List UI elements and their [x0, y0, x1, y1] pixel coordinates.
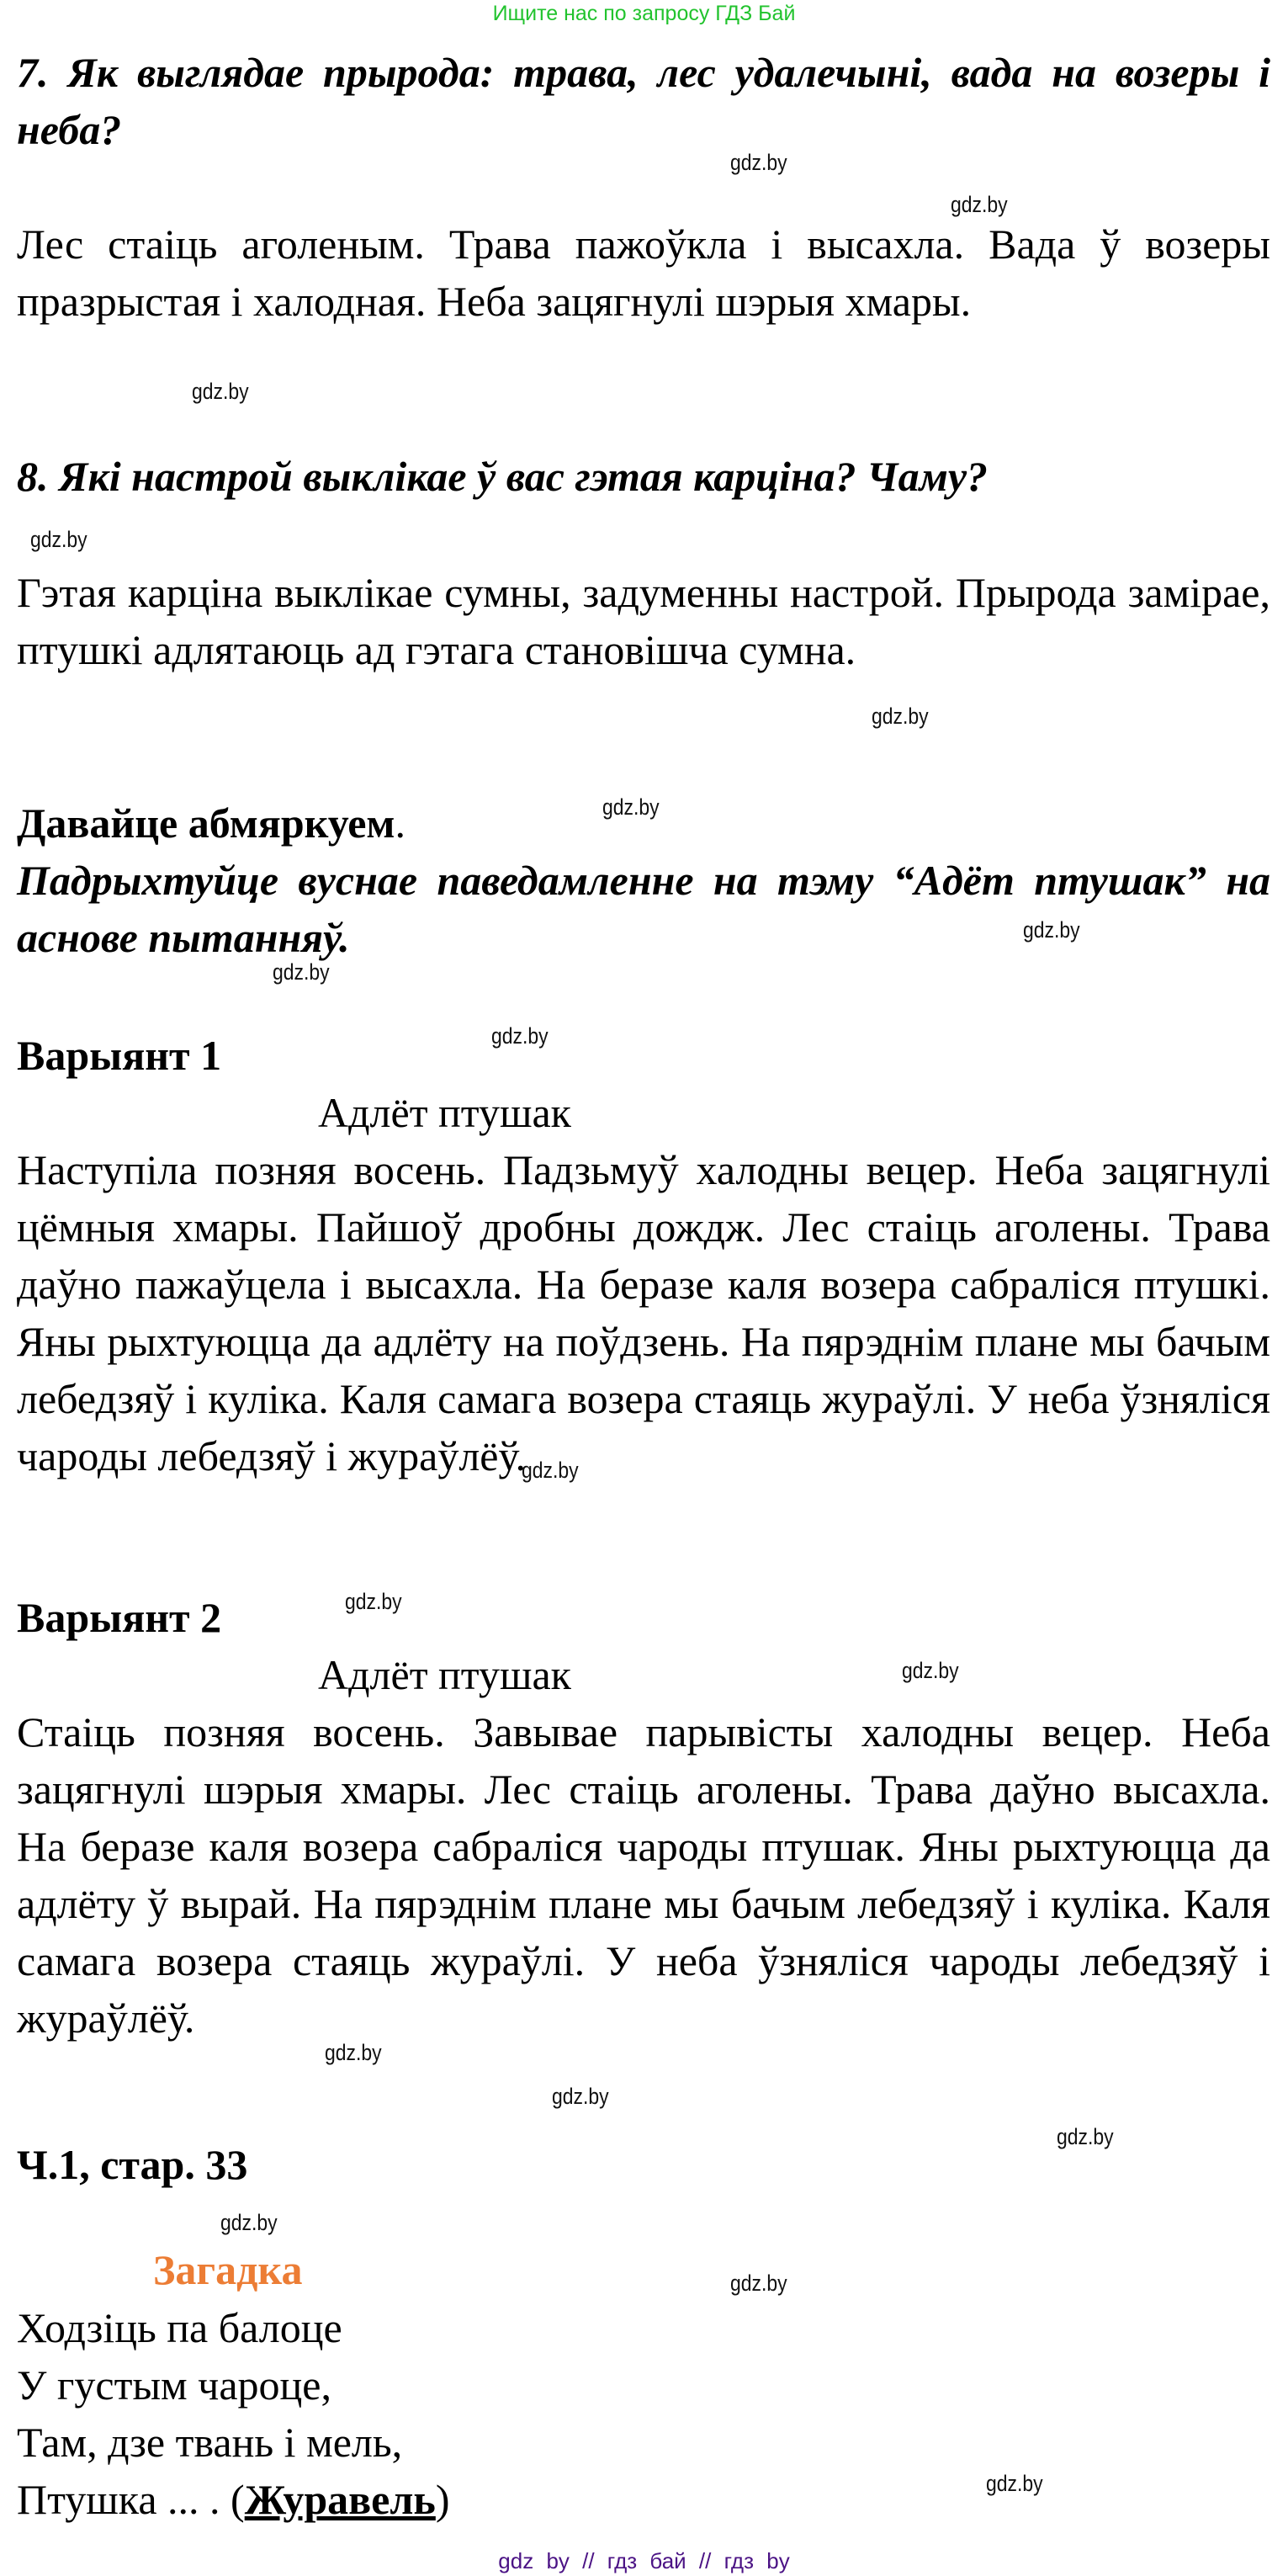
watermark: gdz.by: [951, 192, 1008, 217]
watermark: gdz.by: [902, 1658, 959, 1683]
watermark: gdz.by: [345, 1589, 402, 1614]
riddle-answer: Журавель: [244, 2476, 436, 2523]
variant-2-text: Стаіць позняя восень. Завывае парывісты халодны вецер. Неба зацягнулі шэрыя хмары. Лес стаіць аголены. Трава даўно высахла. На беразе каля возера сабраліся чароды птушак. Яны рыхтуюцца да адлёту ў вырай. На пярэднім плане мы бачым лебедзяў і куліка. Каля самага возера стаяць жураўлі. У неба ўзняліся чароды лебедзяў і жураўлёў.: [17, 1708, 1270, 2042]
variant-1-title: Адлёт птушак: [318, 1089, 571, 1136]
footer-links: gdz by // гдз бай // гдз by: [498, 2548, 790, 2573]
discuss-heading-dot: .: [395, 799, 405, 847]
watermark: gdz.by: [986, 2471, 1043, 2496]
riddle-line-2: У густым чароце,: [17, 2361, 331, 2409]
watermark: gdz.by: [30, 527, 87, 552]
watermark: gdz.by: [273, 959, 330, 985]
question-8: 8. Які настрой выклікае ў вас гэтая карціна? Чаму?: [17, 453, 989, 500]
answer-8: Гэтая карціна выклікае сумны, задуменны настрой. Прырода замірае, птушкі адлятаюць ад гэтага становішча сумна.: [17, 569, 1270, 673]
riddle-line-4-suffix: ): [435, 2476, 450, 2523]
riddle-line-1: Ходзіць па балоце: [17, 2304, 342, 2351]
answer-7: Лес стаіць аголеным. Трава пажоўкла і высахла. Вада ў возеры празрыстая і халодная. Неба зацягнулі шэрыя хмары.: [17, 220, 1270, 325]
riddle-line-4: [17, 2471, 449, 2528]
discuss-heading-text: Давайце абмяркуем: [17, 799, 395, 847]
variant-2-label: Варыянт 2: [17, 1594, 222, 1641]
watermark: gdz.by: [192, 379, 249, 404]
discuss-task: Падрыхтуйце вуснае паведамленне на тэму “Адёт птушак” на аснове пытанняў.: [17, 857, 1270, 961]
watermark: gdz.by: [602, 794, 660, 820]
watermark: gdz.by: [1023, 917, 1080, 943]
question-7: 7. Як выглядае прырода: трава, лес удалечыні, вада на возеры і неба?: [17, 49, 1270, 153]
riddle-line-3: Там, дзе твань і мель,: [17, 2419, 403, 2466]
riddle-line-4-prefix: Птушка ... . (: [17, 2476, 245, 2523]
top-banner: Ищите нас по запросу ГДЗ Бай: [492, 2, 796, 25]
page-reference: Ч.1, стар. 33: [17, 2141, 248, 2188]
watermark: gdz.by: [220, 2210, 278, 2235]
watermark: gdz.by: [872, 704, 929, 729]
watermark: gdz.by: [491, 1023, 549, 1049]
variant-2-title: Адлёт птушак: [318, 1651, 571, 1698]
watermark: gdz.by: [522, 1458, 579, 1483]
watermark: gdz.by: [730, 2271, 787, 2296]
watermark: gdz.by: [730, 150, 787, 175]
variant-1-text: Наступіла позняя восень. Падзьмуў халодны вецер. Неба зацягнулі цёмныя хмары. Пайшоў дробны дождж. Лес стаіць аголены. Трава даўно пажаўцела і высахла. На беразе каля возера сабраліся птушкі. Яны рыхтуюцца да адлёту на поўдзень. На пярэднім плане мы бачым лебедзяў і куліка. Каля самага возера стаяць жураўлі. У неба ўзняліся чароды лебедзяў і жураўлёў.: [17, 1146, 1270, 1479]
watermark: gdz.by: [1057, 2124, 1114, 2149]
watermark: gdz.by: [325, 2040, 382, 2065]
riddle-title: Загадка: [153, 2246, 303, 2293]
discuss-heading: [17, 794, 405, 852]
watermark: gdz.by: [552, 2084, 609, 2109]
variant-1-label: Варыянт 1: [17, 1032, 222, 1079]
